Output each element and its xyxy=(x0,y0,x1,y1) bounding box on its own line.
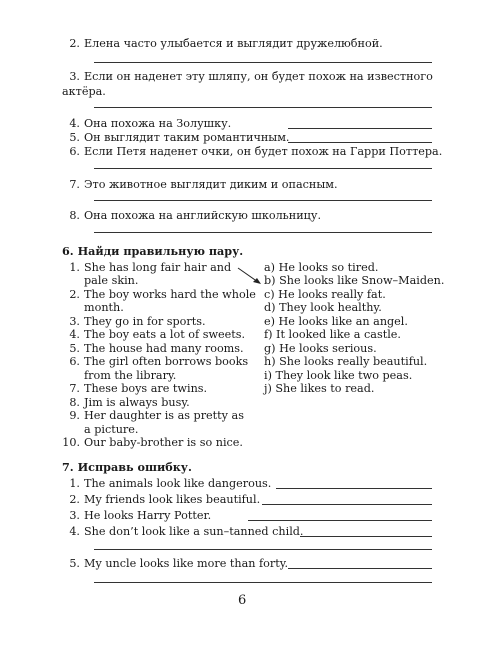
option-j: j) She likes to read. xyxy=(264,382,375,395)
item-text: The animals look like dangerous. xyxy=(84,477,272,490)
option-c: c) He looks really fat. xyxy=(264,288,386,301)
answer-line[interactable] xyxy=(94,168,432,169)
item-number: 7. xyxy=(69,178,80,191)
option-g: g) He looks serious. xyxy=(264,342,377,355)
answer-line[interactable] xyxy=(276,488,432,489)
exercise-title: 6. Найди правильную пару. xyxy=(62,244,244,258)
item-number: 6. xyxy=(69,145,80,158)
item-text: The house had many rooms. xyxy=(84,342,244,355)
item-number: 3. xyxy=(69,509,80,522)
item-number: 2. xyxy=(69,37,80,50)
item-text: a picture. xyxy=(84,423,139,436)
item-number: 1. xyxy=(69,477,80,490)
item-text-continuation: актёра. xyxy=(62,85,106,98)
item-number: 3. xyxy=(69,315,80,328)
item-text: Jim is always busy. xyxy=(84,396,190,409)
answer-line[interactable] xyxy=(94,200,432,201)
item-text: She don’t look like a sun–tanned child. xyxy=(84,525,304,538)
item-text: The boy works hard the whole xyxy=(84,288,256,301)
item-number: 2. xyxy=(69,493,80,506)
item-text: They go in for sports. xyxy=(84,315,206,328)
item-number: 4. xyxy=(69,525,80,538)
item-text: These boys are twins. xyxy=(84,382,208,395)
answer-line[interactable] xyxy=(288,128,432,129)
answer-line[interactable] xyxy=(94,62,432,63)
item-number: 8. xyxy=(69,396,80,409)
option-f: f) It looked like a castle. xyxy=(264,328,401,341)
item-text: Her daughter is as pretty as xyxy=(84,409,244,422)
item-number: 6. xyxy=(69,355,80,368)
item-number: 10. xyxy=(62,436,80,449)
option-i: i) They look like two peas. xyxy=(264,369,413,382)
match-arrow xyxy=(236,262,264,288)
item-number: 4. xyxy=(69,117,80,130)
answer-line[interactable] xyxy=(288,568,432,569)
item-number: 5. xyxy=(69,342,80,355)
item-number: 3. xyxy=(69,70,80,83)
answer-line[interactable] xyxy=(248,520,432,521)
answer-line[interactable] xyxy=(262,504,432,505)
item-text: Если он наденет эту шляпу, он будет похож на известного xyxy=(84,70,433,83)
item-text: from the library. xyxy=(84,369,177,382)
option-h: h) She looks really beautiful. xyxy=(264,355,428,368)
item-text: pale skin. xyxy=(84,274,139,287)
item-text: She has long fair hair and xyxy=(84,261,232,274)
item-number: 5. xyxy=(69,557,80,570)
item-number: 5. xyxy=(69,131,80,144)
option-d: d) They look healthy. xyxy=(264,301,382,314)
item-number: 9. xyxy=(69,409,80,422)
exercise-title: 7. Исправь ошибку. xyxy=(62,460,192,474)
item-text: My uncle looks like more than forty. xyxy=(84,557,289,570)
item-text: The boy eats a lot of sweets. xyxy=(84,328,246,341)
item-text: month. xyxy=(84,301,124,314)
item-text: Она похожа на Золушку. xyxy=(84,117,232,130)
item-text: Our baby-brother is so nice. xyxy=(84,436,243,449)
answer-line[interactable] xyxy=(94,232,432,233)
option-a: a) He looks so tired. xyxy=(264,261,379,274)
answer-line[interactable] xyxy=(94,582,432,583)
answer-line[interactable] xyxy=(288,142,432,143)
answer-line[interactable] xyxy=(300,536,432,537)
answer-line[interactable] xyxy=(94,107,432,108)
answer-line[interactable] xyxy=(94,549,432,550)
page-number: 6 xyxy=(238,593,247,608)
item-text: He looks Harry Potter. xyxy=(84,509,212,522)
item-text: Если Петя наденет очки, он будет похож на Гарри Поттера. xyxy=(84,145,443,158)
item-text: The girl often borrows books xyxy=(84,355,249,368)
item-text: My friends look likes beautiful. xyxy=(84,493,261,506)
option-b: b) She looks like Snow–Maiden. xyxy=(264,274,445,287)
item-number: 8. xyxy=(69,209,80,222)
item-text: Это животное выглядит диким и опасным. xyxy=(84,178,338,191)
item-number: 7. xyxy=(69,382,80,395)
item-text: Елена часто улыбается и выглядит дружелюбной. xyxy=(84,37,383,50)
item-number: 4. xyxy=(69,328,80,341)
item-text: Она похожа на английскую школьницу. xyxy=(84,209,322,222)
item-number: 1. xyxy=(69,261,80,274)
item-text: Он выглядит таким романтичным. xyxy=(84,131,290,144)
item-number: 2. xyxy=(69,288,80,301)
option-e: e) He looks like an angel. xyxy=(264,315,408,328)
